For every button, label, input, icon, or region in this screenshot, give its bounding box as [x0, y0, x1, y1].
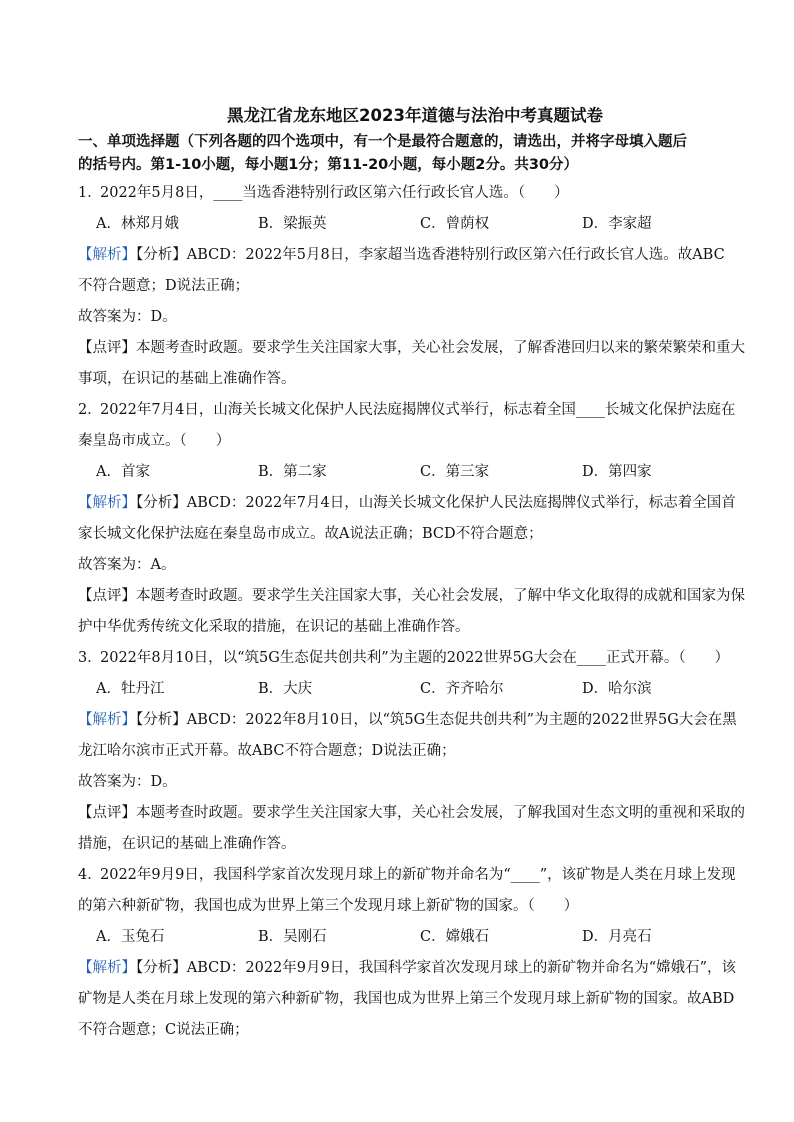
- question-text: 2022年9月9日，我国科学家首次发现月球上的新矿物并命名为“____”，该矿物是人类在月球上发现: [100, 867, 736, 883]
- question-text: 的第六种新矿物，我国也成为世界上第三个发现月球上新矿物的国家。（ ）: [78, 898, 579, 914]
- option-d: D．第四家: [582, 464, 652, 480]
- comment-line: 【点评】本题考查时政题。要求学生关注国家大事，关心社会发展，了解中华文化取得的成就和国家为保: [78, 588, 745, 604]
- option-b: B．第二家: [258, 464, 327, 480]
- question-text: 秦皇岛市成立。（ ）: [78, 433, 231, 449]
- section-heading-line: 一、单项选择题（下列各题的四个选项中，有一个是最符合题意的，请选出，并将字母填入题后: [78, 134, 687, 150]
- question-number: 1．: [78, 185, 102, 201]
- page-title: 黑龙江省龙东地区2023年道德与法治中考真题试卷: [227, 106, 603, 125]
- question-block: [78, 395, 752, 643]
- analysis-line: 不符合题意；D说法正确；: [78, 278, 250, 294]
- answer-line: 故答案为：A。: [78, 557, 176, 573]
- answer-line: 故答案为：D。: [78, 309, 177, 325]
- option-row: [78, 674, 752, 705]
- option-c: C．第三家: [420, 464, 490, 480]
- answer-line: 故答案为：D。: [78, 774, 177, 790]
- analysis-text: [78, 953, 752, 984]
- option-a: A．玉兔石: [96, 929, 165, 945]
- option-c: C．嫦娥石: [420, 929, 490, 945]
- section-heading: [78, 131, 752, 177]
- analysis-line: 矿物是人类在月球上发现的第六种新矿物，我国也成为世界上第三个发现月球上新矿物的国家。故ABD: [78, 991, 735, 1007]
- comment-line: 【点评】本题考查时政题。要求学生关注国家大事，关心社会发展，了解我国对生态文明的重视和采取的: [78, 805, 745, 821]
- question-text: 2022年5月8日，____当选香港特别行政区第六任行政长官人选。（ ）: [100, 185, 569, 201]
- question-number: 3．: [78, 650, 102, 666]
- analysis-tag: 【解析】: [78, 960, 136, 976]
- question-stem: [78, 178, 752, 209]
- option-row: [78, 457, 752, 488]
- option-a: A．林郑月娥: [96, 216, 179, 232]
- analysis-tag: 【解析】: [78, 247, 136, 263]
- question-stem: [78, 395, 752, 426]
- option-d: D．李家超: [582, 216, 652, 232]
- analysis-line: 【分析】ABCD：2022年9月9日，我国科学家首次发现月球上的新矿物并命名为“嫦娥石”，该: [136, 960, 737, 976]
- option-c: C．齐齐哈尔: [420, 681, 504, 697]
- option-c: C．曾荫权: [420, 216, 490, 232]
- question-stem: [78, 860, 752, 891]
- analysis-line: 【分析】ABCD：2022年8月10日，以“筑5G生态促共创共利”为主题的2022世界5G大会在黑: [136, 712, 737, 728]
- question-text: 2022年7月4日，山海关长城文化保护人民法庭揭牌仪式举行，标志着全国____长城文化保护法庭在: [100, 402, 736, 418]
- comment-line: 护中华优秀传统文化采取的措施，在识记的基础上准确作答。: [78, 619, 470, 635]
- question-number: 2．: [78, 402, 102, 418]
- option-a: A．首家: [96, 464, 150, 480]
- question-block: [78, 643, 752, 860]
- analysis-line: 家长城文化保护法庭在秦皇岛市成立。故A说法正确；BCD不符合题意；: [78, 526, 543, 542]
- option-row: [78, 209, 752, 240]
- option-d: D．月亮石: [582, 929, 652, 945]
- option-b: B．梁振英: [258, 216, 327, 232]
- analysis-text: [78, 488, 752, 519]
- section-heading-line: 的括号内。第1-10小题，每小题1分；第11-20小题，每小题2分。共30分）: [78, 157, 579, 173]
- question-block: [78, 178, 752, 395]
- question-stem: [78, 643, 752, 674]
- analysis-line: 龙江哈尔滨市正式开幕。故ABC不符合题意；D说法正确；: [78, 743, 456, 759]
- option-b: B．大庆: [258, 681, 313, 697]
- analysis-line: 【分析】ABCD：2022年5月8日，李家超当选香港特别行政区第六任行政长官人选。故ABC: [136, 247, 725, 263]
- comment-line: 【点评】本题考查时政题。要求学生关注国家大事，关心社会发展，了解香港回归以来的繁荣繁荣和重大: [78, 340, 745, 356]
- question-block: [78, 860, 752, 1046]
- analysis-line: 【分析】ABCD：2022年7月4日，山海关长城文化保护人民法庭揭牌仪式举行，标志着全国首: [136, 495, 736, 511]
- option-row: [78, 922, 752, 953]
- question-number: 4．: [78, 867, 102, 883]
- comment-line: 事项，在识记的基础上准确作答。: [78, 371, 296, 387]
- analysis-line: 不符合题意；C说法正确；: [78, 1022, 249, 1038]
- analysis-tag: 【解析】: [78, 712, 136, 728]
- analysis-tag: 【解析】: [78, 495, 136, 511]
- option-a: A．牡丹江: [96, 681, 165, 697]
- option-d: D．哈尔滨: [582, 681, 652, 697]
- analysis-text: [78, 705, 752, 736]
- option-b: B．吴刚石: [258, 929, 327, 945]
- analysis-text: [78, 240, 752, 271]
- question-text: 2022年8月10日，以“筑5G生态促共创共利”为主题的2022世界5G大会在____正式开幕。（ ）: [100, 650, 730, 666]
- comment-line: 措施，在识记的基础上准确作答。: [78, 836, 296, 852]
